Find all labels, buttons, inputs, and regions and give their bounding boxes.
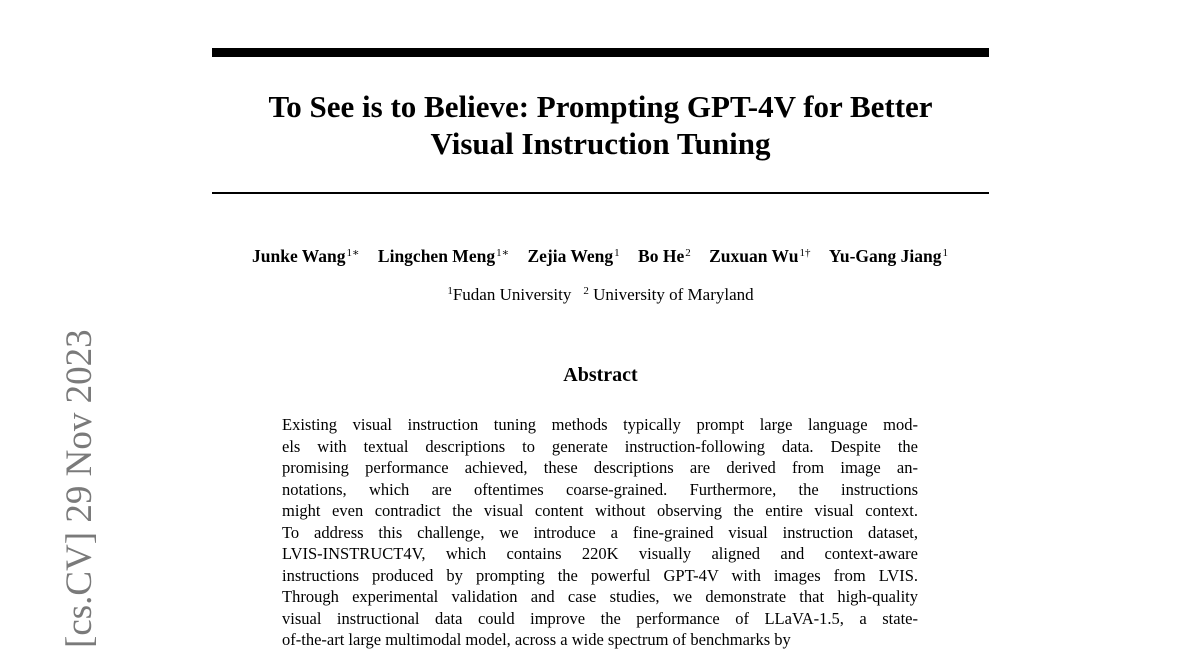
author-affiliation-mark: 2	[685, 247, 691, 259]
author	[829, 246, 948, 266]
author-name: Zejia Weng	[527, 246, 614, 266]
affiliation-mark: 2	[583, 285, 589, 297]
author	[378, 246, 509, 266]
abstract-line: visual instructional data could improve the performance of LLaVA-1.5, a state-	[282, 608, 918, 628]
abstract-line: instructions produced by prompting the powerful GPT-4V with images from LVIS.	[282, 565, 918, 585]
abstract-line: To address this challenge, we introduce a fine-grained visual instruction dataset,	[282, 522, 918, 542]
author-name: Bo He	[638, 246, 685, 266]
author-list	[150, 246, 1050, 267]
paper-title	[212, 88, 989, 162]
author	[638, 246, 691, 266]
abstract-line: Through experimental validation and case studies, we demonstrate that high-quality	[282, 587, 918, 606]
abstract-line: of-the-art large multimodal model, across a wide spectrum of benchmarks by	[282, 630, 791, 649]
abstract-heading: Abstract	[563, 364, 638, 386]
title-bottom-rule	[212, 192, 989, 194]
author-affiliation-mark: 1	[614, 247, 620, 259]
author-name: Zuxuan Wu	[709, 246, 799, 266]
abstract-line: promising performance achieved, these descriptions are derived from image an-	[282, 458, 918, 477]
author	[252, 246, 360, 266]
abstract-body	[282, 414, 918, 651]
top-rule	[212, 48, 989, 57]
abstract-line: might even contradict the visual content without observing the entire visual context.	[282, 501, 918, 520]
author	[709, 246, 810, 266]
author-name: Yu-Gang Jiang	[828, 246, 942, 266]
author-name: Junke Wang	[252, 246, 346, 266]
title-line: Visual Instruction Tuning	[430, 126, 771, 161]
arxiv-stamp-text: [cs.CV] 29 Nov 2023	[59, 329, 100, 648]
abstract-line: notations, which are oftentimes coarse-grained. Furthermore, the instructions	[282, 479, 918, 499]
title-line: To See is to Believe: Prompting GPT-4V for Better	[268, 89, 933, 124]
arxiv-stamp	[8, 0, 100, 648]
affiliation-name: Fudan University	[452, 285, 572, 304]
abstract-line: Existing visual instruction tuning methods typically prompt large language mod-	[282, 415, 918, 434]
author-affiliation-mark: 1∗	[346, 247, 360, 259]
author	[527, 246, 619, 266]
affiliation-mark: 1	[447, 285, 453, 297]
author-affiliation-mark: 1∗	[496, 247, 510, 259]
author-name: Lingchen Meng	[377, 246, 496, 266]
affiliations	[212, 285, 989, 305]
abstract-line: LVIS-INSTRUCT4V, which contains 220K visually aligned and context-aware	[282, 544, 918, 563]
abstract-line: els with textual descriptions to generate instruction-following data. Despite the	[282, 436, 918, 456]
author-affiliation-mark: 1†	[799, 247, 811, 259]
author-affiliation-mark: 1	[942, 247, 948, 259]
affiliation-name: University of Maryland	[593, 285, 754, 304]
